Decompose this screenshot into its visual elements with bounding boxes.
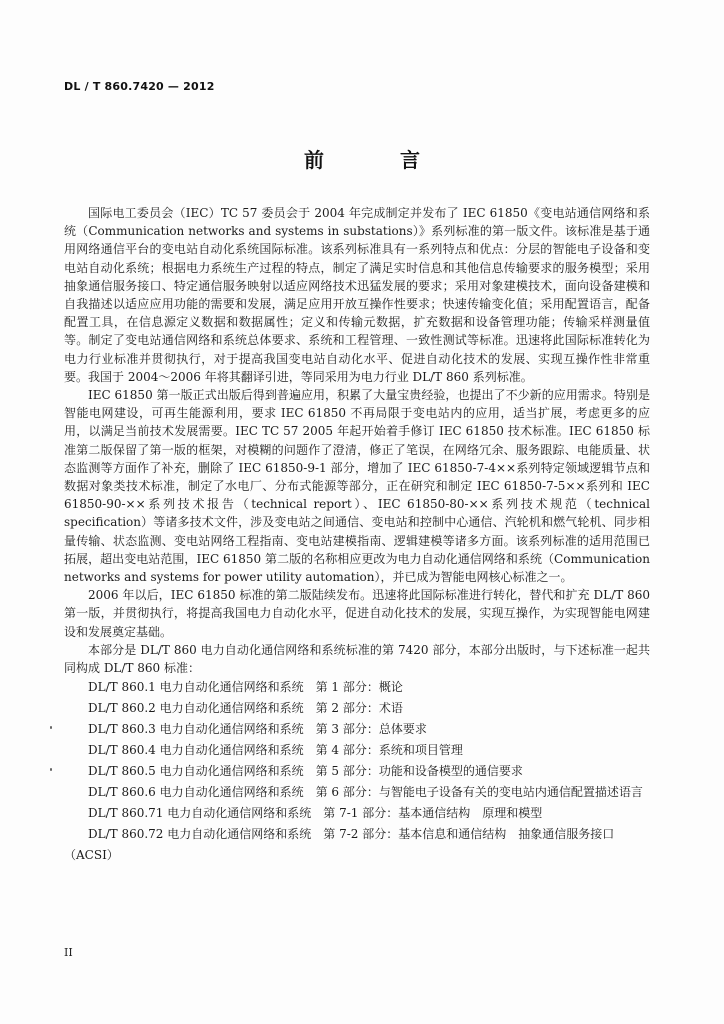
standard-list-item: DL/T 860.6 电力自动化通信网络和系统 第 6 部分：与智能电子设备有关的变电站内通信配置描述语言 — [88, 785, 643, 800]
standard-list-item: DL/T 860.5 电力自动化通信网络和系统 第 5 部分：功能和设备模型的通信要求 — [88, 764, 523, 779]
standard-list-item: DL/T 860.72 电力自动化通信网络和系统 第 7-2 部分：基本信息和通信结构 抽象通信服务接口（ACSI） — [64, 827, 615, 863]
standard-list-item: DL/T 860.3 电力自动化通信网络和系统 第 3 部分：总体要求 — [88, 722, 427, 737]
foreword-body — [64, 204, 650, 866]
paragraph-3: 2006 年以后，IEC 61850 标准的第二版陆续发布。迅速将此国际标准进行转化，替代和扩充 DL/T 860 第一版，并贯彻执行，将提高我国电力自动化水平，促进自动化技术的发展，实现互操作，为实现智能电网建设和发展奠定基础。 — [64, 588, 650, 639]
standard-list-item: DL/T 860.71 电力自动化通信网络和系统 第 7-1 部分：基本通信结构 原理和模型 — [88, 806, 543, 821]
paragraph-1: 国际电工委员会（IEC）TC 57 委员会于 2004 年完成制定并发布了 IEC 61850《变电站通信网络和系统（Communication networks and systems in substations）》系列标准的第一版文件。该标准是基于通用网络通信平台的变电站自动化系统国际标准。该系列标准具有一系列特点和优点：分层的智能电子设备和变电站自动化系统；根据电力系统生产过程的特点，制定了满足实时信息和其他信息传输要求的服务模型；采用抽象通信服务接口、特定通信服务映射以适应网络技术迅猛发展的要求；采用对象建模技术，面向设备建模和自我描述以适应应用功能的需要和发展，满足应用开放互操作性要求；快速传输变化值；采用配置语言，配备配置工具，在信息源定义数据和数据属性；定义和传输元数据，扩充数据和设备管理功能；传输采样测量值等。制定了变电站通信网络和系统总体要求、系统和工程管理、一致性测试等标准。迅速将此国际标准转化为电力行业标准并贯彻执行，对于提高我国变电站自动化水平、促进自动化技术的发展、实现互操作性非常重要。我国于 2004～2006 年将其翻译引进，等同采用为电力行业 DL/T 860 系列标准。 — [64, 206, 650, 384]
page-number: II — [64, 946, 73, 959]
standard-list-item: DL/T 860.4 电力自动化通信网络和系统 第 4 部分：系统和项目管理 — [88, 743, 463, 758]
document-code-header: DL / T 860.7420 — 2012 — [64, 80, 215, 93]
scan-speck — [50, 726, 52, 729]
paragraph-4: 本部分是 DL/T 860 电力自动化通信网络和系统标准的第 7420 部分，本部分出版时，与下述标准一起共同构成 DL/T 860 标准： — [64, 642, 650, 676]
paragraph-2: IEC 61850 第一版正式出版后得到普遍应用，积累了大量宝贵经验，也提出了不少新的应用需求。特别是智能电网建设，可再生能源利用，要求 IEC 61850 不再局限于变电站内的应用，适当扩展，考虑更多的应用，以满足当前技术发展需要。IEC TC 57 2005 年起开始着手修订 IEC 61850 技术标准。IEC 61850 标准第二版保留了第一版的框架，对模糊的问题作了澄清，修正了笔误，在网络冗余、服务跟踪、电能质量、状态监测等方面作了补充，删除了 IEC 61850-9-1 部分，增加了 IEC 61850-7-4××系列特定领域逻辑节点和数据对象类技术标准，制定了水电厂、分布式能源等部分，正在研究和制定 IEC 61850-7-5××系列和 IEC 61850-90-××系列技术报告（technical report）、IEC 61850-80-××系列技术规范（technical specification）等诸多技术文件，涉及变电站之间通信、变电站和控制中心通信、汽轮机和燃气轮机、同步相量传输、状态监测、变电站网络工程指南、变电站建模指南、逻辑建模等诸多方面。该系列标准的适用范围已拓展，超出变电站范围，IEC 61850 第二版的名称相应更改为电力自动化通信网络和系统（Communication networks and systems for power utility automation），并已成为智能电网核心标准之一。 — [64, 388, 650, 585]
standard-list-item: DL/T 860.2 电力自动化通信网络和系统 第 2 部分：术语 — [88, 701, 403, 716]
scan-speck — [50, 768, 52, 771]
standard-list-item: DL/T 860.1 电力自动化通信网络和系统 第 1 部分：概论 — [88, 680, 403, 695]
page-title: 前 言 — [304, 148, 448, 172]
